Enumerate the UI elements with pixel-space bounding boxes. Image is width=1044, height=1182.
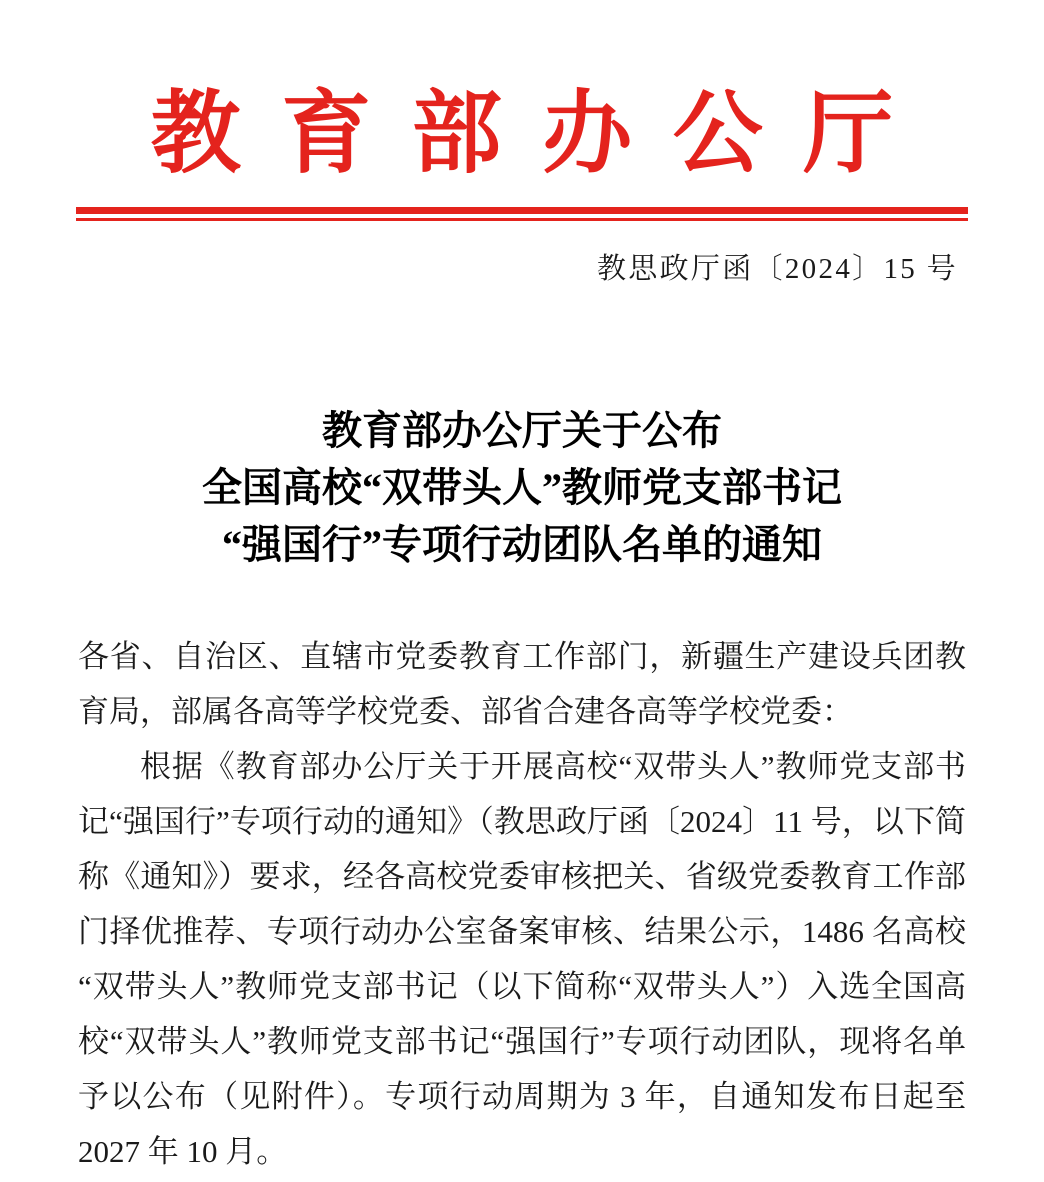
letterhead <box>0 0 1044 286</box>
salutation: 各省、自治区、直辖市党委教育工作部门，新疆生产建设兵团教育局，部属各高等学校党委、部省合建各高等学校党委： <box>78 638 966 729</box>
divider-thick-line <box>76 207 968 214</box>
title-line-2: 全国高校“双带头人”教师党支部书记 <box>202 464 842 510</box>
agency-name-text: 教育部办公厅 <box>150 85 934 184</box>
title-line-3: “强国行”专项行动团队名单的通知 <box>222 521 822 567</box>
letterhead-divider <box>76 207 968 221</box>
agency-name <box>0 0 1044 184</box>
body-paragraph: 根据《教育部办公厅关于开展高校“双带头人”教师党支部书记“强国行”专项行动的通知》（教思政厅函〔2024〕11 号，以下简称《通知》）要求，经各高校党委审核把关、省级党委教育工作部门择优推荐、专项行动办公室备案审核、结果公示，1486 名高校“双带头人”教师党支部书记（以下简称“双带头人”）入选全国高校“双带头人”教师党支部书记“强国行”专项行动团队，现将名单予以公布（见附件）。专项行动周期为 3 年，自通知发布日起至 2027 年 10 月。 <box>78 748 966 1169</box>
divider-thin-line <box>76 218 968 221</box>
title-line-1: 教育部办公厅关于公布 <box>322 407 722 453</box>
document-content <box>0 402 1044 1179</box>
document-body <box>78 629 966 1179</box>
document-title <box>0 402 1044 573</box>
document-number: 教思政厅函〔2024〕15 号 <box>596 253 958 285</box>
